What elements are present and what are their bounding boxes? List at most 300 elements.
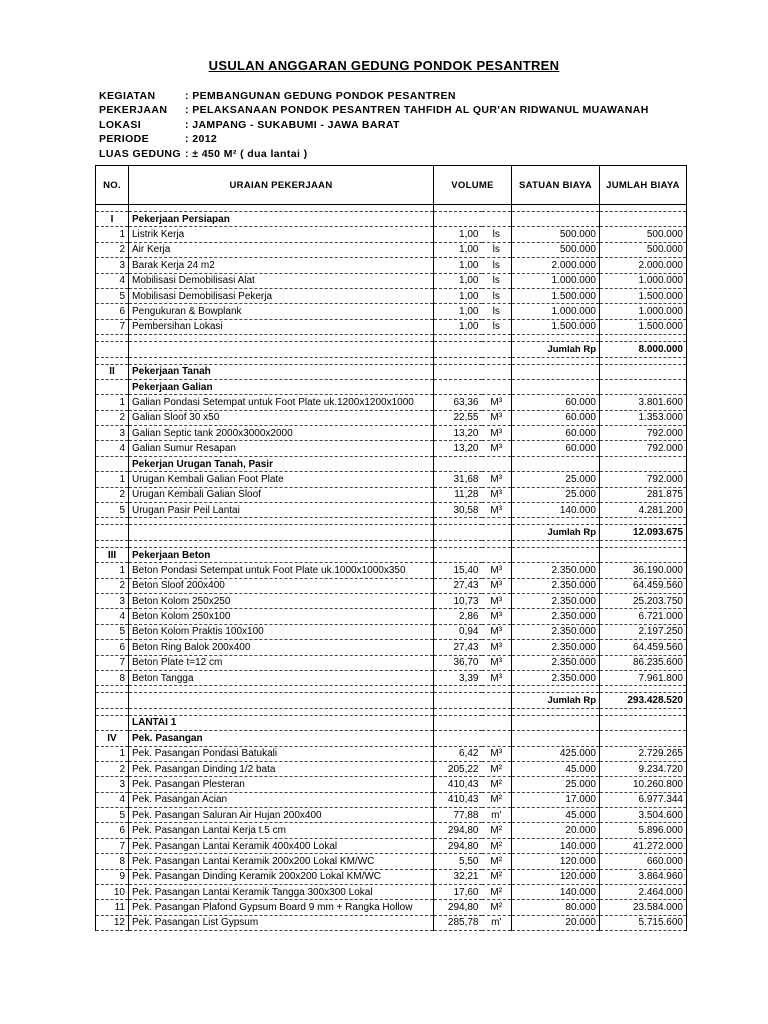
item-description: Pek. Pasangan Lantai Kerja t.5 cm — [129, 823, 434, 838]
item-unit-price: 20.000 — [512, 823, 600, 838]
item-total: 6.721.000 — [600, 609, 687, 624]
cell-unit — [482, 456, 512, 471]
item-description: Galian Septic tank 2000x3000x2000 — [129, 426, 434, 441]
cell-jumlah — [600, 518, 687, 525]
item-volume: 1,00 — [434, 288, 482, 303]
cell-unit — [482, 379, 512, 394]
cell-satuan — [512, 518, 600, 525]
table-row — [96, 761, 687, 776]
table-row — [96, 823, 687, 838]
item-total: 9.234.720 — [600, 761, 687, 776]
cell-volume — [434, 335, 482, 342]
table-row — [96, 746, 687, 761]
item-volume: 294,80 — [434, 823, 482, 838]
item-total: 1.000.000 — [600, 304, 687, 319]
item-volume: 294,80 — [434, 838, 482, 853]
item-total: 500.000 — [600, 227, 687, 242]
header-no: NO. — [96, 166, 129, 205]
item-unit: M² — [482, 900, 512, 915]
item-number: 1 — [96, 472, 129, 487]
item-number: 9 — [96, 869, 129, 884]
item-unit: M² — [482, 869, 512, 884]
item-number: 12 — [96, 915, 129, 930]
document-title: USULAN ANGGARAN GEDUNG PONDOK PESANTREN — [208, 58, 560, 73]
cell-unit — [482, 525, 512, 540]
item-unit: ls — [482, 273, 512, 288]
item-total: 1.500.000 — [600, 319, 687, 334]
item-total: 1.500.000 — [600, 288, 687, 303]
item-unit-price: 25.000 — [512, 777, 600, 792]
cell-no — [96, 540, 129, 547]
header-uraian: URAIAN PEKERJAAN — [129, 166, 434, 205]
cell-jumlah — [600, 547, 687, 562]
item-volume: 31,68 — [434, 472, 482, 487]
cell-satuan — [512, 335, 600, 342]
item-total: 3.864.960 — [600, 869, 687, 884]
cell-uraian — [129, 342, 434, 357]
info-value: : 2012 — [185, 133, 218, 146]
item-number: 3 — [96, 258, 129, 273]
item-unit: M² — [482, 761, 512, 776]
item-unit: M³ — [482, 624, 512, 639]
info-value: : PELAKSANAAN PONDOK PESANTREN TAHFIDH AL QUR'AN RIDWANUL MUAWANAH — [185, 104, 649, 117]
item-description: Galian Sumur Resapan — [129, 441, 434, 456]
item-unit-price: 80.000 — [512, 900, 600, 915]
cell-satuan — [512, 715, 600, 730]
item-volume: 36,70 — [434, 655, 482, 670]
item-unit-price: 2.350.000 — [512, 640, 600, 655]
table-row — [96, 304, 687, 319]
item-unit-price: 500.000 — [512, 242, 600, 257]
cell-jumlah — [600, 456, 687, 471]
item-volume: 1,00 — [434, 304, 482, 319]
item-description: Pek. Pasangan Lantai Keramik 400x400 Lokal — [129, 838, 434, 853]
item-description: Beton Plate t=12 cm — [129, 655, 434, 670]
item-total: 3.504.600 — [600, 808, 687, 823]
item-unit-price: 2.350.000 — [512, 593, 600, 608]
spacer-row — [96, 708, 687, 715]
cell-unit — [482, 731, 512, 746]
cell-unit — [482, 335, 512, 342]
cell-jumlah — [600, 364, 687, 379]
item-unit-price: 140.000 — [512, 885, 600, 900]
spacer-row — [96, 335, 687, 342]
info-value: : PEMBANGUNAN GEDUNG PONDOK PESANTREN — [185, 90, 456, 102]
item-unit-price: 45.000 — [512, 761, 600, 776]
item-number: 6 — [96, 823, 129, 838]
info-label: PEKERJAAN — [99, 104, 168, 117]
item-unit-price: 45.000 — [512, 808, 600, 823]
subtotal-label: Jumlah Rp — [512, 693, 600, 708]
item-description: Pek. Pasangan Lantai Keramik Tangga 300x300 Lokal — [129, 885, 434, 900]
item-unit: ls — [482, 304, 512, 319]
item-volume: 27,43 — [434, 578, 482, 593]
cell-uraian — [129, 525, 434, 540]
item-unit-price: 60.000 — [512, 395, 600, 410]
item-unit-price: 2.350.000 — [512, 578, 600, 593]
cell-volume — [434, 686, 482, 693]
cell-volume — [434, 518, 482, 525]
table-row — [96, 503, 687, 518]
item-description: Pembersihan Lokasi — [129, 319, 434, 334]
item-total: 23.584.000 — [600, 900, 687, 915]
cell-no — [96, 342, 129, 357]
item-description: Pek. Pasangan Saluran Air Hujan 200x400 — [129, 808, 434, 823]
cell-satuan — [512, 205, 600, 212]
section-row — [96, 364, 687, 379]
subsection-title: LANTAI 1 — [129, 715, 434, 730]
item-volume: 6,42 — [434, 746, 482, 761]
item-unit-price: 20.000 — [512, 915, 600, 930]
table-row — [96, 426, 687, 441]
item-unit-price: 2.350.000 — [512, 670, 600, 685]
item-volume: 77,88 — [434, 808, 482, 823]
section-title: Pekerjaan Tanah — [129, 364, 434, 379]
subtotal-row — [96, 693, 687, 708]
item-unit: M³ — [482, 593, 512, 608]
item-number: 5 — [96, 288, 129, 303]
item-number: 3 — [96, 777, 129, 792]
item-volume: 1,00 — [434, 273, 482, 288]
cell-jumlah — [600, 708, 687, 715]
item-unit: m' — [482, 915, 512, 930]
item-description: Listrik Kerja — [129, 227, 434, 242]
item-unit: M³ — [482, 578, 512, 593]
subtotal-row — [96, 342, 687, 357]
item-volume: 11,28 — [434, 487, 482, 502]
cell-no — [96, 693, 129, 708]
table-row — [96, 288, 687, 303]
cell-unit — [482, 518, 512, 525]
table-row — [96, 593, 687, 608]
cell-satuan — [512, 686, 600, 693]
cell-no — [96, 518, 129, 525]
item-unit: M² — [482, 854, 512, 869]
cell-unit — [482, 693, 512, 708]
info-label: KEGIATAN — [99, 90, 156, 102]
item-number: 2 — [96, 761, 129, 776]
cell-uraian — [129, 335, 434, 342]
item-volume: 1,00 — [434, 242, 482, 257]
cell-unit — [482, 715, 512, 730]
item-unit: M² — [482, 777, 512, 792]
item-unit-price: 1.500.000 — [512, 319, 600, 334]
table-header-row — [96, 166, 687, 205]
table-row — [96, 640, 687, 655]
item-volume: 15,40 — [434, 563, 482, 578]
item-unit: M³ — [482, 395, 512, 410]
table-row — [96, 410, 687, 425]
cell-volume — [434, 708, 482, 715]
item-number: 6 — [96, 640, 129, 655]
item-unit: M³ — [482, 472, 512, 487]
item-volume: 17,60 — [434, 885, 482, 900]
spacer-row — [96, 357, 687, 364]
item-description: Pek. Pasangan Plesteran — [129, 777, 434, 792]
cell-volume — [434, 525, 482, 540]
section-row — [96, 731, 687, 746]
item-volume: 3,39 — [434, 670, 482, 685]
item-unit-price: 2.350.000 — [512, 655, 600, 670]
section-title: Pek. Pasangan — [129, 731, 434, 746]
item-total: 2.464.000 — [600, 885, 687, 900]
cell-uraian — [129, 708, 434, 715]
item-volume: 13,20 — [434, 441, 482, 456]
table-row — [96, 854, 687, 869]
item-number: 7 — [96, 838, 129, 853]
item-description: Air Kerja — [129, 242, 434, 257]
cell-no — [96, 525, 129, 540]
item-volume: 22,55 — [434, 410, 482, 425]
item-unit: M³ — [482, 503, 512, 518]
table-row — [96, 227, 687, 242]
item-total: 10.260.800 — [600, 777, 687, 792]
cell-unit — [482, 357, 512, 364]
item-number: 7 — [96, 319, 129, 334]
cell-satuan — [512, 357, 600, 364]
cell-jumlah — [600, 205, 687, 212]
item-volume: 410,43 — [434, 777, 482, 792]
item-volume: 0,94 — [434, 624, 482, 639]
cell-satuan — [512, 731, 600, 746]
item-volume: 63,36 — [434, 395, 482, 410]
item-total: 792.000 — [600, 472, 687, 487]
subtotal-value: 293.428.520 — [600, 693, 687, 708]
item-volume: 32,21 — [434, 869, 482, 884]
item-unit: ls — [482, 227, 512, 242]
item-total: 25.203.750 — [600, 593, 687, 608]
item-unit: M³ — [482, 426, 512, 441]
item-number: 8 — [96, 670, 129, 685]
cell-unit — [482, 364, 512, 379]
item-description: Mobilisasi Demobilisasi Pekerja — [129, 288, 434, 303]
subsection-row — [96, 715, 687, 730]
table-row — [96, 319, 687, 334]
cell-no — [96, 205, 129, 212]
item-volume: 10,73 — [434, 593, 482, 608]
cell-no — [96, 357, 129, 364]
item-unit-price: 120.000 — [512, 869, 600, 884]
item-unit: M² — [482, 792, 512, 807]
cell-satuan — [512, 547, 600, 562]
item-total: 660.000 — [600, 854, 687, 869]
cell-uraian — [129, 693, 434, 708]
cell-volume — [434, 456, 482, 471]
item-number: 2 — [96, 410, 129, 425]
cell-unit — [482, 540, 512, 547]
info-row — [99, 132, 649, 146]
cell-uraian — [129, 205, 434, 212]
cell-uraian — [129, 518, 434, 525]
item-unit: M² — [482, 823, 512, 838]
item-total: 281.875 — [600, 487, 687, 502]
table-row — [96, 808, 687, 823]
item-total: 36.190.000 — [600, 563, 687, 578]
info-label: LOKASI — [99, 118, 142, 131]
item-unit: ls — [482, 258, 512, 273]
table-row — [96, 900, 687, 915]
item-description: Mobilisasi Demobilisasi Alat — [129, 273, 434, 288]
item-unit: ls — [482, 242, 512, 257]
item-unit-price: 2.350.000 — [512, 609, 600, 624]
cell-jumlah — [600, 540, 687, 547]
cell-unit — [482, 686, 512, 693]
cell-volume — [434, 547, 482, 562]
item-description: Beton Kolom Praktis 100x100 — [129, 624, 434, 639]
cell-volume — [434, 364, 482, 379]
item-number: 3 — [96, 426, 129, 441]
item-number: 5 — [96, 503, 129, 518]
item-number: 4 — [96, 273, 129, 288]
table-row — [96, 624, 687, 639]
item-number: 5 — [96, 624, 129, 639]
item-unit-price: 25.000 — [512, 472, 600, 487]
item-description: Beton Tangga — [129, 670, 434, 685]
item-number: 7 — [96, 655, 129, 670]
item-description: Beton Kolom 250x100 — [129, 609, 434, 624]
info-value: : JAMPANG - SUKABUMI - JAWA BARAT — [185, 118, 400, 131]
section-number: IV — [96, 731, 129, 746]
info-label: PERIODE — [99, 133, 150, 146]
table-row — [96, 915, 687, 930]
item-unit-price: 425.000 — [512, 746, 600, 761]
item-unit-price: 60.000 — [512, 441, 600, 456]
item-volume: 294,80 — [434, 900, 482, 915]
cell-no — [96, 456, 129, 471]
item-description: Pek. Pasangan List Gypsum — [129, 915, 434, 930]
item-volume: 1,00 — [434, 319, 482, 334]
subtotal-label: Jumlah Rp — [512, 342, 600, 357]
header-satuan-biaya: SATUAN BIAYA — [512, 166, 600, 205]
item-unit-price: 17.000 — [512, 792, 600, 807]
item-volume: 205,22 — [434, 761, 482, 776]
table-row — [96, 655, 687, 670]
item-unit-price: 2.350.000 — [512, 563, 600, 578]
item-unit-price: 1.000.000 — [512, 273, 600, 288]
cell-jumlah — [600, 357, 687, 364]
item-unit: ls — [482, 288, 512, 303]
item-unit-price: 500.000 — [512, 227, 600, 242]
item-number: 2 — [96, 487, 129, 502]
spacer-row — [96, 205, 687, 212]
cell-unit — [482, 212, 512, 227]
subtotal-value: 12.093.675 — [600, 525, 687, 540]
info-row — [99, 89, 649, 103]
item-total: 6.977.344 — [600, 792, 687, 807]
item-unit: m' — [482, 808, 512, 823]
item-description: Pek. Pasangan Dinding Keramik 200x200 Lokal KM/WC — [129, 869, 434, 884]
cell-unit — [482, 547, 512, 562]
item-volume: 27,43 — [434, 640, 482, 655]
item-number: 1 — [96, 746, 129, 761]
item-total: 86.235.600 — [600, 655, 687, 670]
table-row — [96, 792, 687, 807]
subsection-title: Pekerjan Urugan Tanah, Pasir — [129, 456, 434, 471]
item-description: Beton Pondasi Setempat untuk Foot Plate uk.1000x1000x350 — [129, 563, 434, 578]
item-total: 1.000.000 — [600, 273, 687, 288]
item-volume: 285,78 — [434, 915, 482, 930]
item-volume: 2,86 — [434, 609, 482, 624]
item-unit-price: 60.000 — [512, 426, 600, 441]
item-unit: M³ — [482, 670, 512, 685]
item-number: 1 — [96, 563, 129, 578]
item-unit: M³ — [482, 746, 512, 761]
item-unit: ls — [482, 319, 512, 334]
item-unit-price: 140.000 — [512, 503, 600, 518]
table-row — [96, 472, 687, 487]
item-total: 64.459.560 — [600, 578, 687, 593]
item-number: 2 — [96, 578, 129, 593]
cell-uraian — [129, 686, 434, 693]
item-volume: 1,00 — [434, 227, 482, 242]
cell-jumlah — [600, 715, 687, 730]
item-number: 1 — [96, 227, 129, 242]
item-number: 4 — [96, 792, 129, 807]
table-row — [96, 258, 687, 273]
item-total: 1.353.000 — [600, 410, 687, 425]
item-unit: M³ — [482, 441, 512, 456]
item-unit: M³ — [482, 410, 512, 425]
cell-volume — [434, 540, 482, 547]
item-description: Beton Sloof 200x400 — [129, 578, 434, 593]
item-total: 3.801.600 — [600, 395, 687, 410]
info-row — [99, 118, 649, 132]
item-volume: 5,50 — [434, 854, 482, 869]
subsection-row — [96, 456, 687, 471]
cell-satuan — [512, 456, 600, 471]
item-description: Urugan Kembali Galian Foot Plate — [129, 472, 434, 487]
cell-jumlah — [600, 335, 687, 342]
item-total: 792.000 — [600, 426, 687, 441]
table-row — [96, 563, 687, 578]
item-unit: M² — [482, 885, 512, 900]
item-total: 2.729.265 — [600, 746, 687, 761]
cell-jumlah — [600, 731, 687, 746]
item-description: Pengukuran & Bowplank — [129, 304, 434, 319]
item-unit-price: 1.000.000 — [512, 304, 600, 319]
item-unit: M³ — [482, 563, 512, 578]
section-number: II — [96, 364, 129, 379]
item-unit-price: 1.500.000 — [512, 288, 600, 303]
cell-satuan — [512, 379, 600, 394]
table-row — [96, 395, 687, 410]
item-volume: 13,20 — [434, 426, 482, 441]
cell-uraian — [129, 540, 434, 547]
item-description: Pek. Pasangan Acian — [129, 792, 434, 807]
budget-table — [95, 165, 687, 931]
table-row — [96, 670, 687, 685]
item-unit-price: 60.000 — [512, 410, 600, 425]
cell-jumlah — [600, 686, 687, 693]
item-total: 5.715.600 — [600, 915, 687, 930]
cell-volume — [434, 205, 482, 212]
item-unit: M² — [482, 838, 512, 853]
section-title: Pekerjaan Beton — [129, 547, 434, 562]
cell-unit — [482, 342, 512, 357]
cell-satuan — [512, 212, 600, 227]
item-description: Urugan Kembali Galian Sloof — [129, 487, 434, 502]
table-row — [96, 273, 687, 288]
item-description: Galian Sloof 30 x50 — [129, 410, 434, 425]
cell-satuan — [512, 540, 600, 547]
spacer-row — [96, 518, 687, 525]
table-row — [96, 487, 687, 502]
header-volume: VOLUME — [434, 166, 512, 205]
cell-volume — [434, 715, 482, 730]
subsection-title: Pekerjaan Galian — [129, 379, 434, 394]
table-row — [96, 838, 687, 853]
section-title: Pekerjaan Persiapan — [129, 212, 434, 227]
